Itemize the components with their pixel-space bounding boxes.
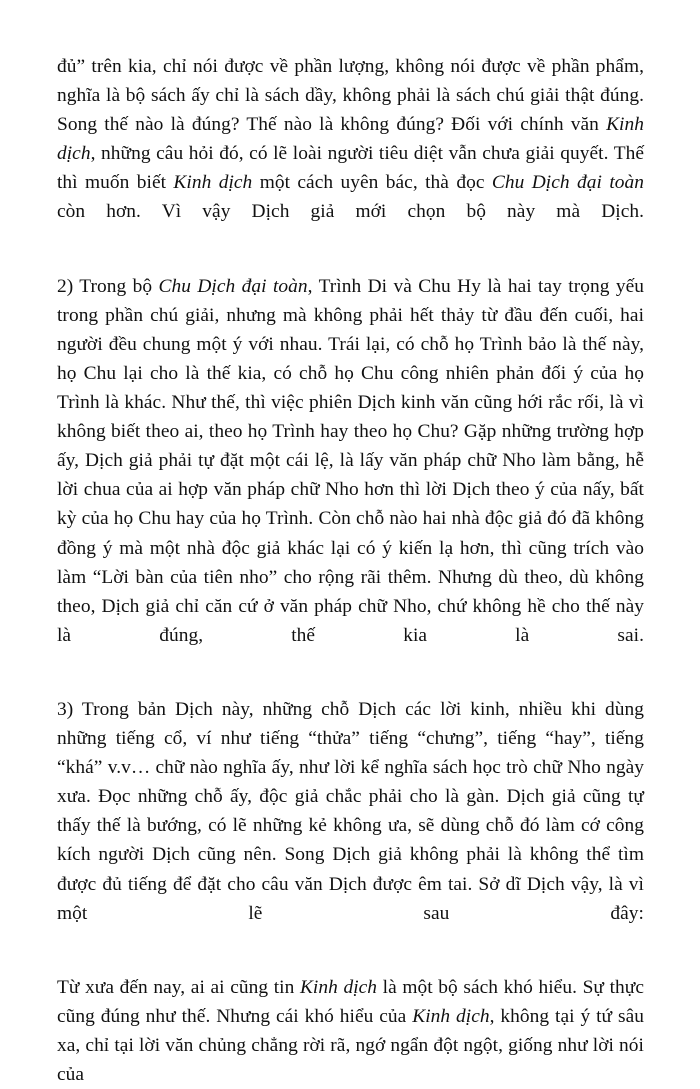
text-run: còn hơn. Vì vậy Dịch giả mới chọn bộ này mà Dịch.: [57, 201, 644, 223]
text-run: 2) Trong bộ: [57, 275, 159, 297]
text-run: , không tại ý tứ sâu xa, chỉ tại lời văn chủng chẳng rời rã, ngớ ngẩn đột ngột, giống như lời nói của: [57, 1005, 645, 1086]
body-text-column: [57, 52, 644, 1089]
book-title-italic: Kinh dịch: [299, 976, 378, 998]
text-run: Từ xưa đến nay, ai ai cũng tin: [57, 976, 300, 998]
text-run: , những câu hỏi đó, có lẽ loài người tiêu diệt vẫn chưa giải quyết. Thế thì muốn biết: [57, 143, 644, 194]
text-run: 3) Trong bản Dịch này, những chỗ Dịch các lời kinh, nhiều khi dùng những tiếng cổ, ví như tiếng “thửa” tiếng “chưng”, tiếng “hay”, tiếng “khá” v.v… chữ nào nghĩa ấy, như lời kể nghĩa sách học trò chữ Nho ngày xưa. Đọc những chỗ ấy, độc giả chắc phải cho là gàn. Dịch giả cũng tự thấy thế là bướng, có lẽ những kẻ không ưa, sẽ dùng chỗ đó làm cớ công kích người Dịch cũng nên. Song Dịch giả không phải là không thể tìm được đủ tiếng để đặt cho câu văn Dịch được êm tai. Sở dĩ Dịch vậy, là vì một lẽ sau đây:: [57, 698, 644, 924]
book-title-italic: Chu Dịch đại toàn: [158, 275, 308, 297]
paragraph: [57, 52, 644, 256]
text-run: một cách uyên bác, thà đọc: [252, 172, 492, 194]
text-run: đủ” trên kia, chỉ nói được về phần lượng, không nói được về phần phẩm, nghĩa là bộ sách ấy chỉ là sách dầy, không phải là sách chú giải thật đúng. Song thế nào là đúng? Thế nào là không đúng? Đối với chính văn: [57, 56, 644, 136]
book-title-italic: Kinh dịch: [412, 1005, 490, 1027]
book-title-italic: Kinh dịch: [173, 172, 253, 194]
text-run: , Trình Di và Chu Hy là hai tay trọng yếu trong phần chú giải, nhưng mà không phải hết thảy từ đầu đến cuối, hai người đều chung một ý với nhau. Trái lại, có chỗ họ Trình bảo là thế này, họ Chu lại cho là thế kia, có chỗ họ Chu công nhiên phản đối ý của họ Trình là khác. Như thế, thì việc phiên Dịch kinh văn cũng hới rắc rối, là vì không biết theo ai, theo họ Trình hay theo họ Chu? Gặp những trường hợp ấy, Dịch giả phải tự đặt một cái lệ, là lấy văn pháp chữ Nho làm bằng, hễ lời chua của ai hợp văn pháp chữ Nho hơn thì lời Dịch theo ý của nấy, bất kỳ của họ Chu hay của họ Trình. Còn chỗ nào hai nhà độc giả đó đã không đồng ý mà một nhà độc giả khác lại có ý kiến lạ hơn, thì cũng trích vào làm “Lời bàn của tiên nho” cho rộng rãi thêm. Nhưng dù theo, dù không theo, Dịch giả chỉ căn cứ ở văn pháp chữ Nho, chứ không hề cho thế này là đúng, thế kia là sai.: [57, 275, 644, 646]
text-run: là một bộ sách khó hiểu. Sự thực cũng đúng như thế. Nhưng cái khó hiểu của: [57, 976, 644, 1027]
paragraph: [57, 973, 644, 1089]
paragraph: [57, 695, 644, 957]
paragraph: [57, 272, 644, 679]
book-title-italic: Chu Dịch đại toàn: [491, 172, 644, 194]
book-title-italic: Kinh dịch: [57, 114, 644, 165]
